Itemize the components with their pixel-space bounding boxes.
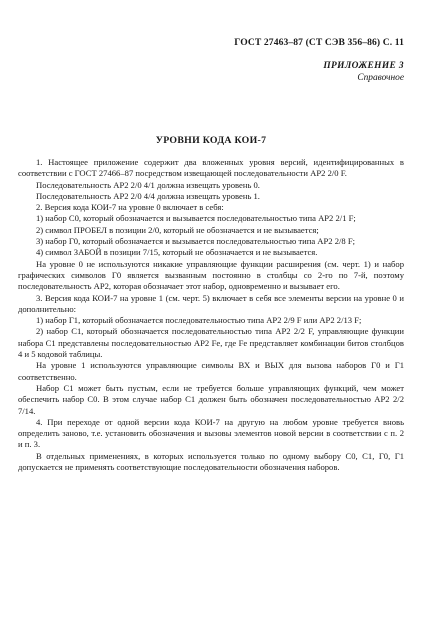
body-text	[18, 157, 404, 473]
appendix-note: Справочное	[357, 73, 404, 83]
paragraph: 3) набор Г0, который обозначается и вызывается последовательностью типа АР2 2/8 F;	[36, 236, 356, 247]
paragraph: 3. Версия кода КОИ-7 на уровне 1 (см. черт. 5) включает в себя все элементы версии на уровне 0 и дополнительно:	[18, 292, 404, 314]
paragraph: 2) набор С1, который обозначается последовательностью типа АР2 2/2 F, управляющие функции набора С1 представлены последовательностью АР2 Fe, где Fe представляет комбинации битов столбцов 4 и 5 кодовой таблицы.	[18, 326, 404, 360]
paragraph: 2) символ ПРОБЕЛ в позиции 2/0, который не обозначается и не вызывается;	[36, 224, 319, 235]
paragraph: В отдельных применениях, в которых используется только по одному выбору С0, С1, Г0, Г1 допускается не применять соответствующие последовательности обозначения наборов.	[18, 450, 404, 473]
paragraph: Набор С1 может быть пустым, если не требуется больше управляющих функций, чем может обеспечить набор С0. В этом случае набор С1 должен быть обозначен последовательностью АР2 2/2 7/14.	[18, 382, 404, 416]
paragraph: 4) символ ЗАБОЙ в позиции 7/15, который не обозначается и не вызывается.	[36, 247, 318, 258]
page-header: ГОСТ 27463–87 (СТ СЭВ 356–86) С. 11	[234, 37, 404, 48]
paragraph: 1. Настоящее приложение содержит два вложенных уровня версий, идентифицированных в соответствии с ГОСТ 27466–87 посредством извещающей последовательности АР2 2/0 F.	[18, 157, 404, 179]
appendix-heading	[323, 60, 404, 84]
paragraph: Последовательность АР2 2/0 4/1 должна извещать уровень 0.	[36, 179, 260, 190]
paragraph: На уровне 1 используются управляющие символы ВХ и ВЫХ для вызова наборов Г0 и Г1 соответственно.	[18, 360, 404, 382]
paragraph: 2. Версия кода КОИ-7 на уровне 0 включает в себя:	[36, 202, 224, 213]
paragraph: На уровне 0 не используются никакие управляющие функции расширения (см. черт. 1) и набор графических символов Г0 является вызванным постоянно в столбцы со 2-го по 7-й, поэтому последовательность АР2, которая обозначает этот набор, одновременно и вызывает его.	[18, 258, 404, 292]
paragraph: Последовательность АР2 2/0 4/4 должна извещать уровень 1.	[36, 190, 260, 201]
paragraph: 1) набор С0, который обозначается и вызывается последовательностью типа АР2 2/1 F;	[36, 213, 356, 224]
section-title: УРОВНИ КОДА КОИ-7	[155, 135, 267, 146]
paragraph: 1) набор Г1, который обозначается последовательностью типа АР2 2/9 F или АР2 2/13 F;	[36, 315, 362, 326]
paragraph: 4. При переходе от одной версии кода КОИ-7 на другую на любом уровне требуется вновь определить заново, т.е. установить обозначения и вызовы элементов новой версии в соответствии с п. 2 и п. 3.	[18, 416, 404, 450]
appendix-label: ПРИЛОЖЕНИЕ 3	[323, 61, 404, 71]
